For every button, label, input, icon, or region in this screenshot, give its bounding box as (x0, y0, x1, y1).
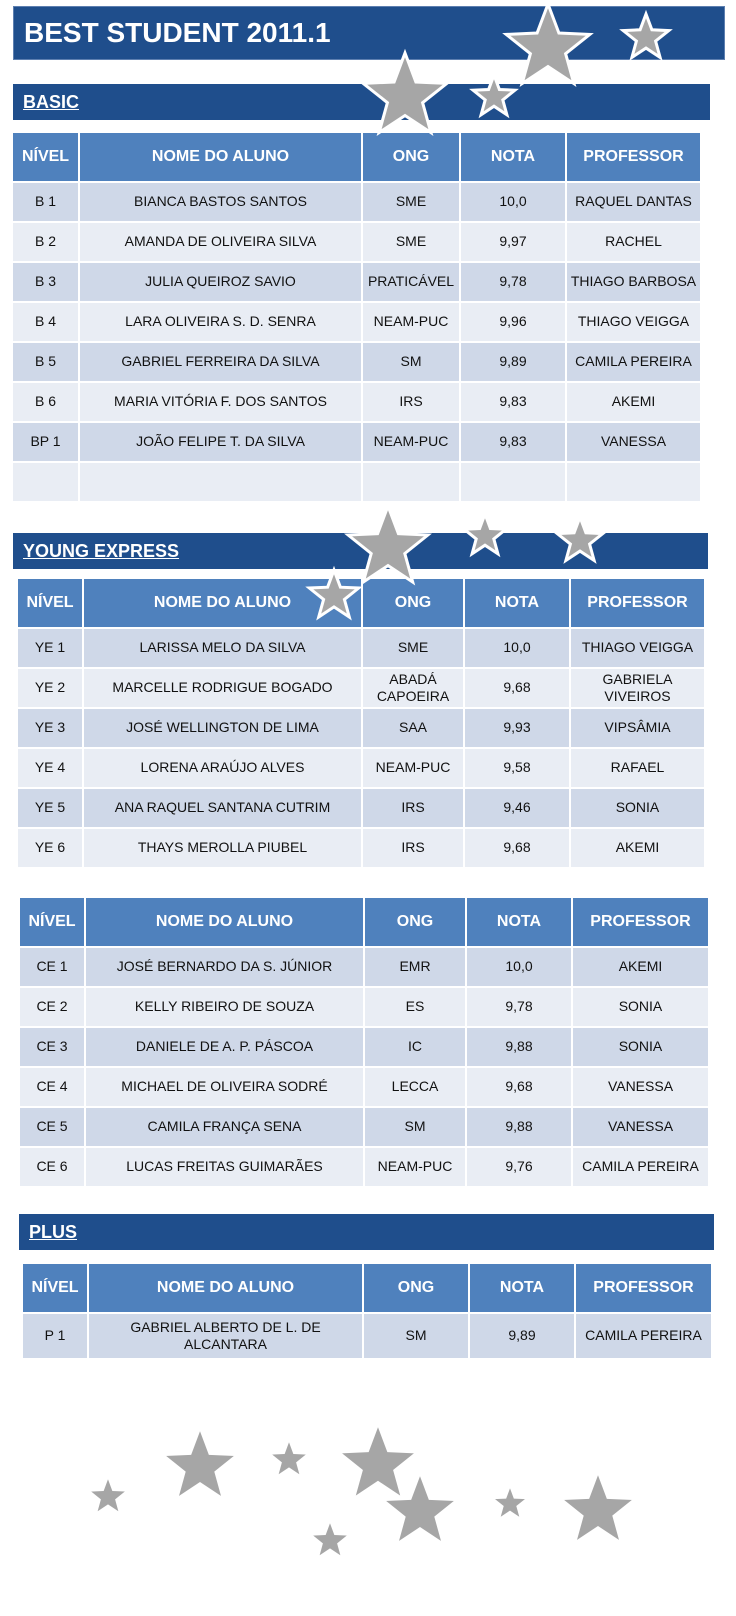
cell-nome: KELLY RIBEIRO DE SOUZA (85, 987, 364, 1027)
cell-nivel: B 2 (12, 222, 79, 262)
table-row (12, 342, 701, 382)
cell-professor: AKEMI (566, 382, 701, 422)
table-row (19, 947, 709, 987)
star-icon (309, 1519, 351, 1559)
cell-nome: LUCAS FREITAS GUIMARÃES (85, 1147, 364, 1187)
table-row (17, 708, 705, 748)
cell-nivel: CE 6 (19, 1147, 85, 1187)
cell-ong: LECCA (364, 1067, 466, 1107)
cell-nota: 9,78 (460, 262, 566, 302)
cell-nome: JOSÉ WELLINGTON DE LIMA (83, 708, 362, 748)
cell-ong (362, 462, 460, 502)
cell-professor: VANESSA (566, 422, 701, 462)
header-nome: NOME DO ALUNO (79, 132, 362, 182)
section-young-express-label: YOUNG EXPRESS (13, 533, 708, 569)
table-row (12, 222, 701, 262)
section-plus-label: PLUS (19, 1214, 714, 1250)
cell-nota: 9,89 (469, 1313, 575, 1359)
cell-professor: RACHEL (566, 222, 701, 262)
cell-ong: IRS (362, 788, 464, 828)
cell-ong: PRATICÁVEL (362, 262, 460, 302)
header-nome: NOME DO ALUNO (83, 578, 362, 628)
cell-ong: SME (362, 182, 460, 222)
table-row (17, 668, 705, 708)
cell-ong: SM (364, 1107, 466, 1147)
cell-nivel: YE 5 (17, 788, 83, 828)
cell-nivel: CE 2 (19, 987, 85, 1027)
table-row (12, 382, 701, 422)
cell-nome: THAYS MEROLLA PIUBEL (83, 828, 362, 868)
star-icon (338, 1423, 418, 1499)
section-basic-label: BASIC (13, 84, 710, 120)
cell-professor: RAQUEL DANTAS (566, 182, 701, 222)
table-row (17, 628, 705, 668)
cell-nota: 9,97 (460, 222, 566, 262)
cell-nivel: B 3 (12, 262, 79, 302)
cell-nota: 10,0 (460, 182, 566, 222)
header-ong: ONG (362, 578, 464, 628)
header-ong: ONG (363, 1263, 469, 1313)
cell-ong: SM (362, 342, 460, 382)
header-nota: NOTA (460, 132, 566, 182)
ce-table (18, 896, 710, 1188)
cell-ong: SME (362, 222, 460, 262)
header-nivel: NÍVEL (19, 897, 85, 947)
table-row (22, 1313, 712, 1359)
cell-ong: SME (362, 628, 464, 668)
cell-nota: 9,89 (460, 342, 566, 382)
cell-nota: 9,46 (464, 788, 570, 828)
header-professor: PROFESSOR (575, 1263, 712, 1313)
cell-professor: THIAGO BARBOSA (566, 262, 701, 302)
cell-nome: CAMILA FRANÇA SENA (85, 1107, 364, 1147)
star-icon (382, 1472, 458, 1544)
cell-nivel: BP 1 (12, 422, 79, 462)
cell-nota: 10,0 (464, 628, 570, 668)
cell-nota (460, 462, 566, 502)
cell-professor: SONIA (570, 788, 705, 828)
page-title: BEST STUDENT 2011.1 (13, 6, 725, 60)
cell-professor: CAMILA PEREIRA (572, 1147, 709, 1187)
table-row (12, 262, 701, 302)
header-ong: ONG (364, 897, 466, 947)
cell-ong: NEAM-PUC (362, 748, 464, 788)
cell-nivel: B 6 (12, 382, 79, 422)
table-row (17, 828, 705, 868)
cell-nome (79, 462, 362, 502)
cell-nome: MICHAEL DE OLIVEIRA SODRÉ (85, 1067, 364, 1107)
cell-nota: 9,83 (460, 422, 566, 462)
star-icon (162, 1427, 238, 1499)
cell-nivel: B 1 (12, 182, 79, 222)
cell-nome: MARIA VITÓRIA F. DOS SANTOS (79, 382, 362, 422)
cell-nota: 9,96 (460, 302, 566, 342)
cell-nome: JOÃO FELIPE T. DA SILVA (79, 422, 362, 462)
cell-professor: VIPSÂMIA (570, 708, 705, 748)
cell-nome: LORENA ARAÚJO ALVES (83, 748, 362, 788)
cell-nome: AMANDA DE OLIVEIRA SILVA (79, 222, 362, 262)
cell-nota: 9,78 (466, 987, 572, 1027)
cell-ong: NEAM-PUC (364, 1147, 466, 1187)
star-icon (87, 1475, 129, 1515)
header-nivel: NÍVEL (17, 578, 83, 628)
cell-ong: EMR (364, 947, 466, 987)
cell-professor: VANESSA (572, 1067, 709, 1107)
star-icon (268, 1438, 310, 1478)
cell-professor: AKEMI (570, 828, 705, 868)
cell-nome: BIANCA BASTOS SANTOS (79, 182, 362, 222)
cell-ong: IRS (362, 828, 464, 868)
cell-nivel: B 4 (12, 302, 79, 342)
star-icon (560, 1471, 636, 1543)
table-row (12, 422, 701, 462)
header-nota: NOTA (469, 1263, 575, 1313)
cell-ong: NEAM-PUC (362, 302, 460, 342)
table-row (19, 1107, 709, 1147)
cell-nota: 10,0 (466, 947, 572, 987)
cell-nivel (12, 462, 79, 502)
cell-ong: SM (363, 1313, 469, 1359)
cell-nome: GABRIEL ALBERTO DE L. DE ALCANTARA (88, 1313, 363, 1359)
cell-professor: AKEMI (572, 947, 709, 987)
cell-professor: SONIA (572, 1027, 709, 1067)
table-row (12, 302, 701, 342)
cell-nivel: YE 4 (17, 748, 83, 788)
cell-nome: GABRIEL FERREIRA DA SILVA (79, 342, 362, 382)
cell-nome: MARCELLE RODRIGUE BOGADO (83, 668, 362, 708)
cell-nivel: B 5 (12, 342, 79, 382)
cell-nome: JULIA QUEIROZ SAVIO (79, 262, 362, 302)
table-row (17, 788, 705, 828)
cell-nivel: YE 2 (17, 668, 83, 708)
cell-nome: LARA OLIVEIRA S. D. SENRA (79, 302, 362, 342)
header-nota: NOTA (464, 578, 570, 628)
cell-nivel: YE 1 (17, 628, 83, 668)
table-row (17, 748, 705, 788)
cell-nome: LARISSA MELO DA SILVA (83, 628, 362, 668)
cell-nome: JOSÉ BERNARDO DA S. JÚNIOR (85, 947, 364, 987)
cell-nivel: CE 1 (19, 947, 85, 987)
header-nome: NOME DO ALUNO (85, 897, 364, 947)
table-row (12, 182, 701, 222)
cell-nome: ANA RAQUEL SANTANA CUTRIM (83, 788, 362, 828)
cell-nivel: CE 4 (19, 1067, 85, 1107)
plus-table (21, 1262, 713, 1360)
cell-professor: SONIA (572, 987, 709, 1027)
header-professor: PROFESSOR (572, 897, 709, 947)
cell-nota: 9,76 (466, 1147, 572, 1187)
star-icon (491, 1484, 529, 1520)
table-row (19, 1027, 709, 1067)
cell-nota: 9,88 (466, 1027, 572, 1067)
cell-professor: VANESSA (572, 1107, 709, 1147)
cell-ong: IC (364, 1027, 466, 1067)
young-express-table (16, 577, 706, 869)
table-row (19, 1147, 709, 1187)
basic-table (11, 131, 702, 503)
cell-nota: 9,83 (460, 382, 566, 422)
cell-professor: THIAGO VEIGGA (570, 628, 705, 668)
cell-ong: ABADÁ CAPOEIRA (362, 668, 464, 708)
header-nome: NOME DO ALUNO (88, 1263, 363, 1313)
header-ong: ONG (362, 132, 460, 182)
header-nivel: NÍVEL (22, 1263, 88, 1313)
header-nivel: NÍVEL (12, 132, 79, 182)
cell-professor: GABRIELA VIVEIROS (570, 668, 705, 708)
cell-professor: CAMILA PEREIRA (566, 342, 701, 382)
cell-professor: THIAGO VEIGGA (566, 302, 701, 342)
cell-nivel: P 1 (22, 1313, 88, 1359)
table-row (12, 462, 701, 502)
cell-nivel: YE 3 (17, 708, 83, 748)
cell-ong: SAA (362, 708, 464, 748)
cell-ong: ES (364, 987, 466, 1027)
cell-nivel: YE 6 (17, 828, 83, 868)
cell-nota: 9,68 (464, 668, 570, 708)
cell-nivel: CE 5 (19, 1107, 85, 1147)
cell-nota: 9,88 (466, 1107, 572, 1147)
cell-professor: CAMILA PEREIRA (575, 1313, 712, 1359)
table-row (19, 1067, 709, 1107)
cell-ong: NEAM-PUC (362, 422, 460, 462)
cell-nome: DANIELE DE A. P. PÁSCOA (85, 1027, 364, 1067)
header-professor: PROFESSOR (570, 578, 705, 628)
cell-nota: 9,58 (464, 748, 570, 788)
cell-ong: IRS (362, 382, 460, 422)
cell-professor: RAFAEL (570, 748, 705, 788)
cell-professor (566, 462, 701, 502)
table-row (19, 987, 709, 1027)
cell-nivel: CE 3 (19, 1027, 85, 1067)
cell-nota: 9,93 (464, 708, 570, 748)
cell-nota: 9,68 (464, 828, 570, 868)
cell-nota: 9,68 (466, 1067, 572, 1107)
header-professor: PROFESSOR (566, 132, 701, 182)
header-nota: NOTA (466, 897, 572, 947)
